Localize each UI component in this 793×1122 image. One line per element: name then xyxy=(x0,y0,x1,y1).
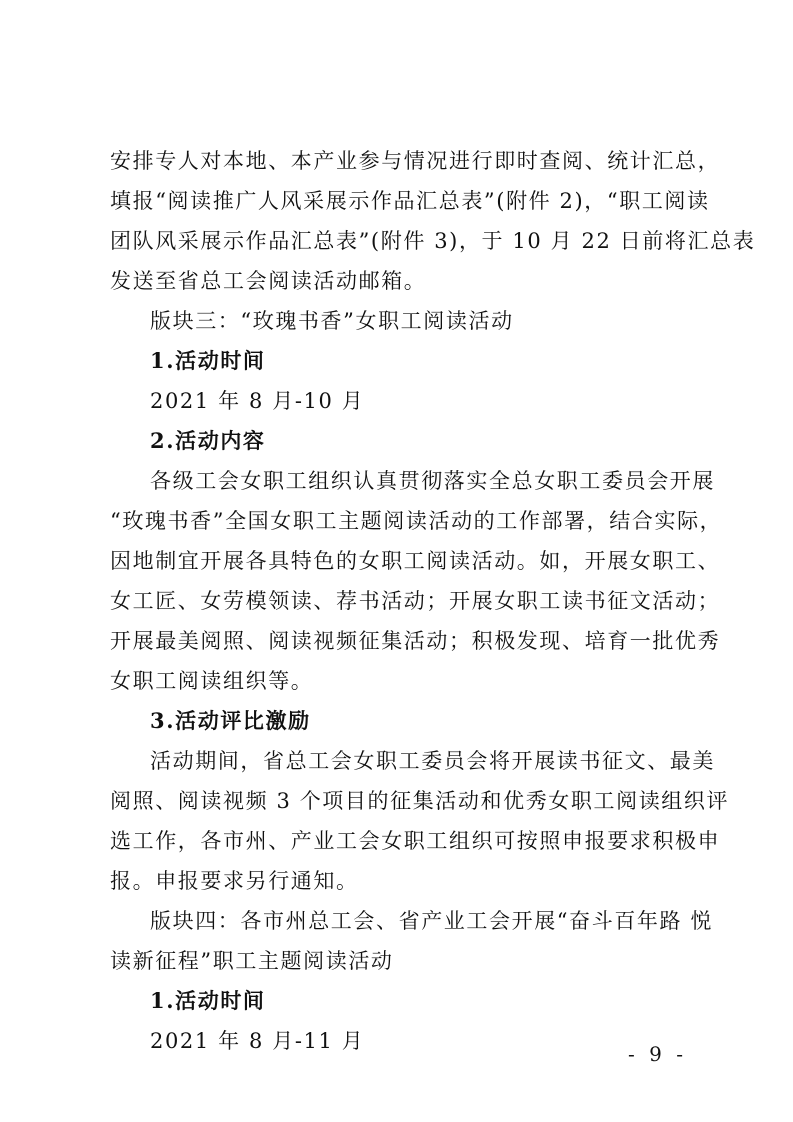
page-number: - 9 - xyxy=(628,1042,687,1066)
date-range: 2021 年 8 月-10 月 xyxy=(150,389,365,413)
paragraph-line: 活动期间，省总工会女职工委员会将开展读书征文、最美 xyxy=(150,749,715,773)
date-range: 2021 年 8 月-11 月 xyxy=(150,1029,365,1053)
paragraph-line: 开展最美阅照、阅读视频征集活动；积极发现、培育一批优秀 xyxy=(110,629,721,653)
paragraph-line: 报。申报要求另行通知。 xyxy=(110,869,359,893)
section-heading: 版块三：“玫瑰书香”女职工阅读活动 xyxy=(150,309,514,333)
subsection-heading: 2.活动内容 xyxy=(150,428,266,453)
subsection-heading: 1.活动时间 xyxy=(150,988,266,1013)
paragraph-line: “玫瑰书香”全国女职工主题阅读活动的工作部署，结合实际， xyxy=(110,509,723,533)
subsection-heading: 3.活动评比激励 xyxy=(150,708,311,733)
paragraph-line: 团队风采展示作品汇总表”(附件 3)，于 10 月 22 日前将汇总表 xyxy=(110,229,756,253)
section-heading-continued: 读新征程”职工主题阅读活动 xyxy=(110,949,394,973)
section-heading: 版块四：各市州总工会、省产业工会开展“奋斗百年路 悦 xyxy=(150,909,714,933)
paragraph-line: 选工作，各市州、产业工会女职工组织可按照申报要求积极申 xyxy=(110,829,721,853)
paragraph-line: 各级工会女职工组织认真贯彻落实全总女职工委员会开展 xyxy=(150,469,715,493)
paragraph-line: 女工匠、女劳模领读、荐书活动；开展女职工读书征文活动； xyxy=(110,589,721,613)
paragraph-line: 因地制宜开展各具特色的女职工阅读活动。如，开展女职工、 xyxy=(110,549,721,573)
subsection-heading: 1.活动时间 xyxy=(150,348,266,373)
paragraph-line: 填报“阅读推广人风采展示作品汇总表”(附件 2)，“职工阅读 xyxy=(110,189,710,213)
paragraph-line: 阅照、阅读视频 3 个项目的征集活动和优秀女职工阅读组织评 xyxy=(110,789,730,813)
paragraph-line: 发送至省总工会阅读活动邮箱。 xyxy=(110,269,427,293)
paragraph-line: 女职工阅读组织等。 xyxy=(110,669,314,693)
paragraph-line: 安排专人对本地、本产业参与情况进行即时查阅、统计汇总， xyxy=(110,149,721,173)
